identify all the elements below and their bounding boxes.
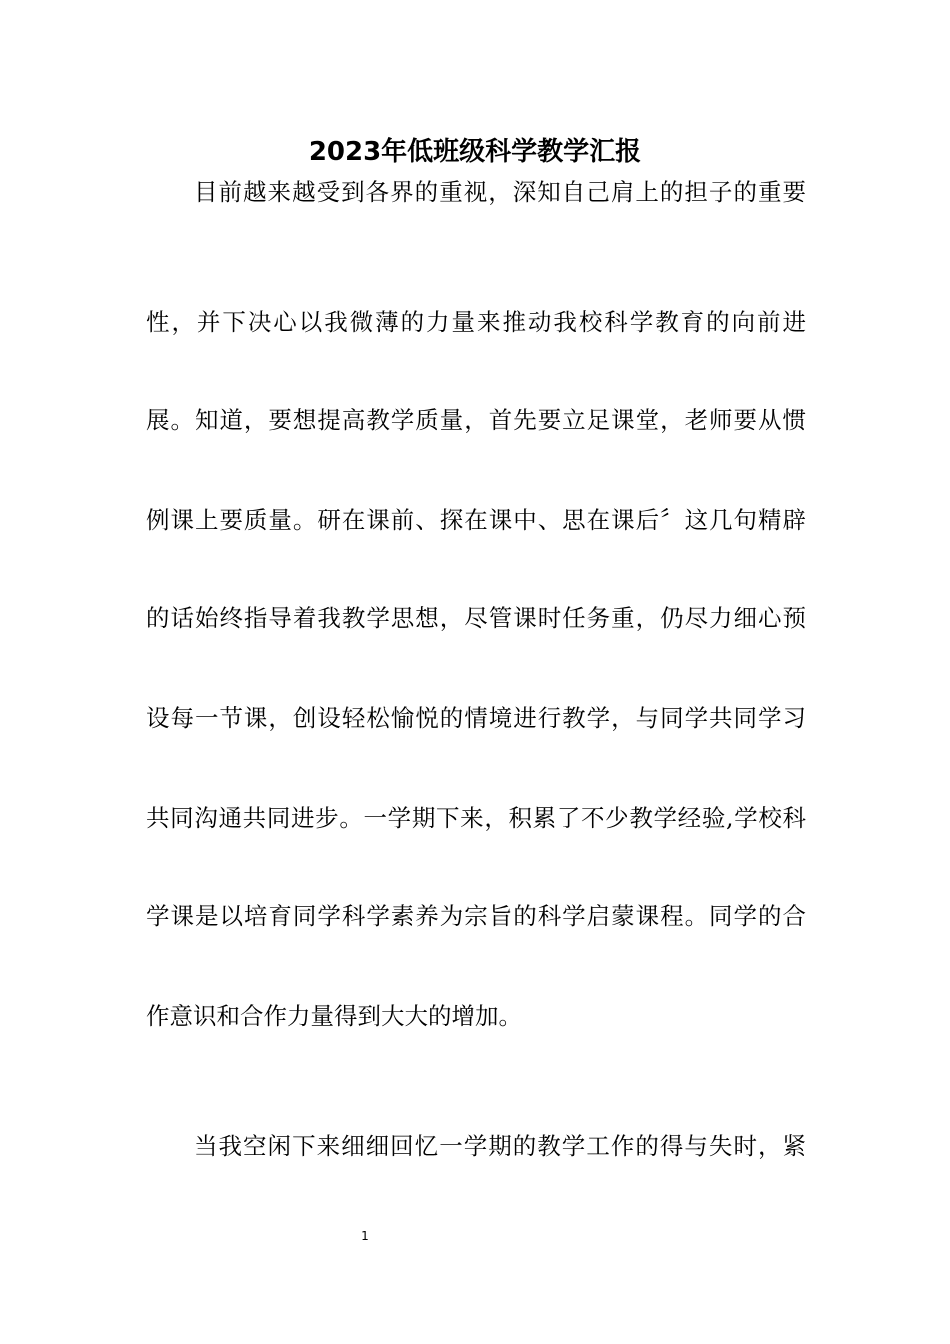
text-line: 当我空闲下来细细回忆一学期的教学工作的得与失时，紧	[194, 1132, 806, 1160]
text-line: 展。知道，要想提高教学质量，首先要立足课堂，老师要从惯	[146, 406, 806, 434]
text-line: 性，并下决心以我微薄的力量来推动我校科学教育的向前进	[146, 308, 806, 336]
text-line: 学课是以培育同学科学素养为宗旨的科学启蒙课程。同学的合	[146, 902, 806, 930]
text-line: 设每一节课，创设轻松愉悦的情境进行教学，与同学共同学习	[146, 704, 806, 732]
text-line: 目前越来越受到各界的重视，深知自己肩上的担子的重要	[194, 178, 806, 206]
text-line: 作意识和合作力量得到大大的增加。	[146, 1002, 522, 1030]
document-title: 2023年低班级科学教学汇报	[308, 137, 642, 167]
text-line: 例课上要质量。研在课前、探在课中、思在课后〞这几句精辟	[146, 506, 806, 534]
text-line: 共同沟通共同进步。一学期下来，积累了不少教学经验,学校科	[146, 804, 806, 832]
page-number: 1	[361, 1229, 369, 1243]
text-line: 的话始终指导着我教学思想，尽管课时任务重，仍尽力细心预	[146, 604, 806, 632]
